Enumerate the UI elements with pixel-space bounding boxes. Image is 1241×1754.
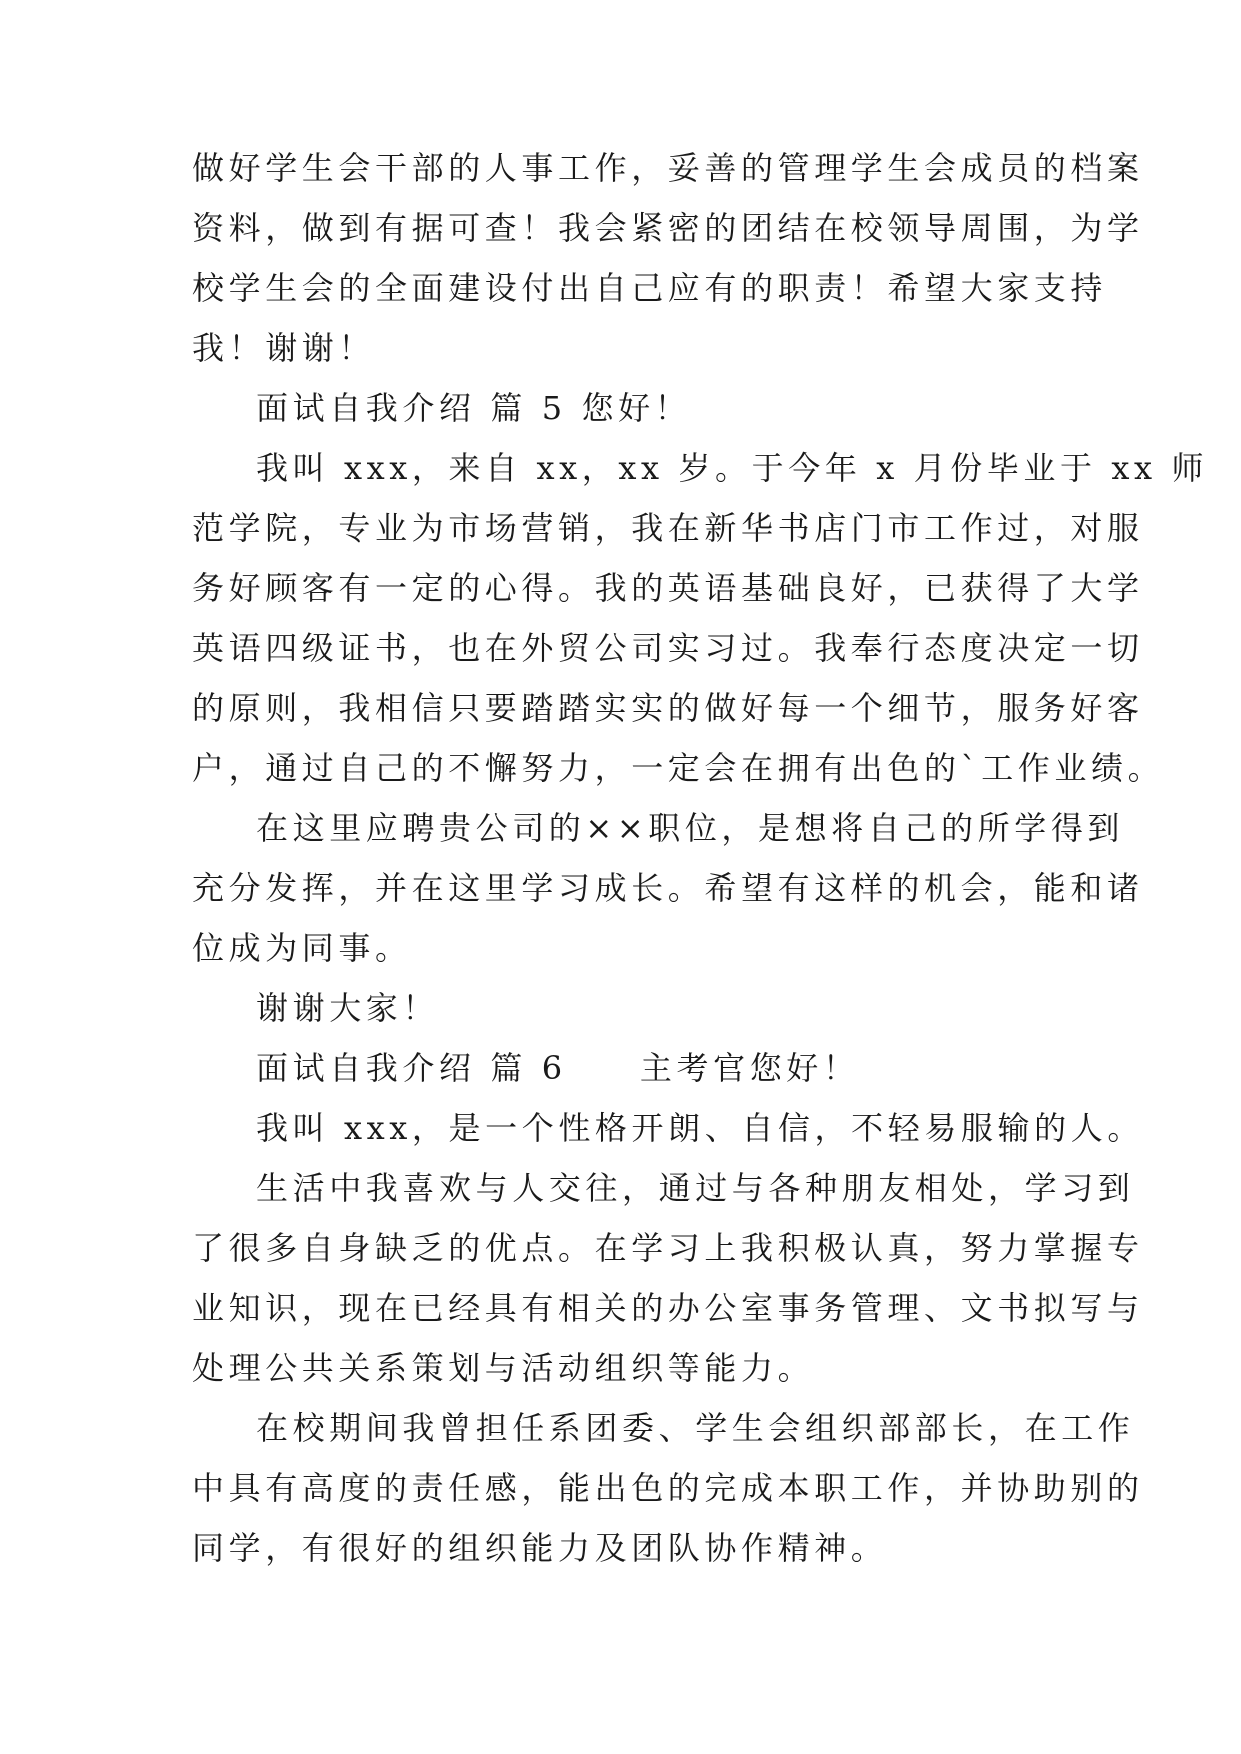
paragraph-line: 英语四级证书，也在外贸公司实习过。我奉行态度决定一切 <box>192 629 1144 667</box>
paragraph-line: 务好顾客有一定的心得。我的英语基础良好，已获得了大学 <box>192 569 1144 607</box>
paragraph-line: 业知识，现在已经具有相关的办公室事务管理、文书拟写与 <box>192 1289 1144 1327</box>
paragraph-line: 同学，有很好的组织能力及团队协作精神。 <box>192 1529 888 1567</box>
paragraph-line: 户，通过自己的不懈努力，一定会在拥有出色的`工作业绩。 <box>192 749 1165 787</box>
paragraph-line: 位成为同事。 <box>192 929 412 967</box>
paragraph-line: 校学生会的全面建设付出自己应有的职责！希望大家支持 <box>192 269 1108 307</box>
paragraph-line: 处理公共关系策划与活动组织等能力。 <box>192 1349 815 1387</box>
paragraph-line: 做好学生会干部的人事工作，妥善的管理学生会成员的档案 <box>192 149 1144 187</box>
paragraph-line: 我叫 xxx，是一个性格开朗、自信，不轻易服输的人。 <box>256 1109 1144 1147</box>
paragraph-line: 充分发挥，并在这里学习成长。希望有这样的机会，能和诸 <box>192 869 1144 907</box>
paragraph-line: 我叫 xxx，来自 xx，xx 岁。于今年 x 月份毕业于 xx 师 <box>256 449 1209 487</box>
paragraph-line: 资料，做到有据可查！我会紧密的团结在校领导周围，为学 <box>192 209 1144 247</box>
paragraph-line: 了很多自身缺乏的优点。在学习上我积极认真，努力掌握专 <box>192 1229 1144 1267</box>
paragraph-line: 我！谢谢！ <box>192 329 376 367</box>
paragraph-line: 范学院，专业为市场营销，我在新华书店门市工作过，对服 <box>192 509 1144 547</box>
section-heading-6: 面试自我介绍 篇 6 主考官您好！ <box>256 1049 860 1087</box>
paragraph-line: 生活中我喜欢与人交往，通过与各种朋友相处，学习到 <box>256 1169 1135 1207</box>
paragraph-line: 谢谢大家！ <box>256 989 440 1027</box>
paragraph-line: 在这里应聘贵公司的××职位，是想将自己的所学得到 <box>256 809 1125 847</box>
paragraph-line: 的原则，我相信只要踏踏实实的做好每一个细节，服务好客 <box>192 689 1144 727</box>
section-heading-5: 面试自我介绍 篇 5 您好！ <box>256 389 692 427</box>
paragraph-line: 中具有高度的责任感，能出色的完成本职工作，并协助别的 <box>192 1469 1144 1507</box>
paragraph-line: 在校期间我曾担任系团委、学生会组织部部长，在工作 <box>256 1409 1135 1447</box>
